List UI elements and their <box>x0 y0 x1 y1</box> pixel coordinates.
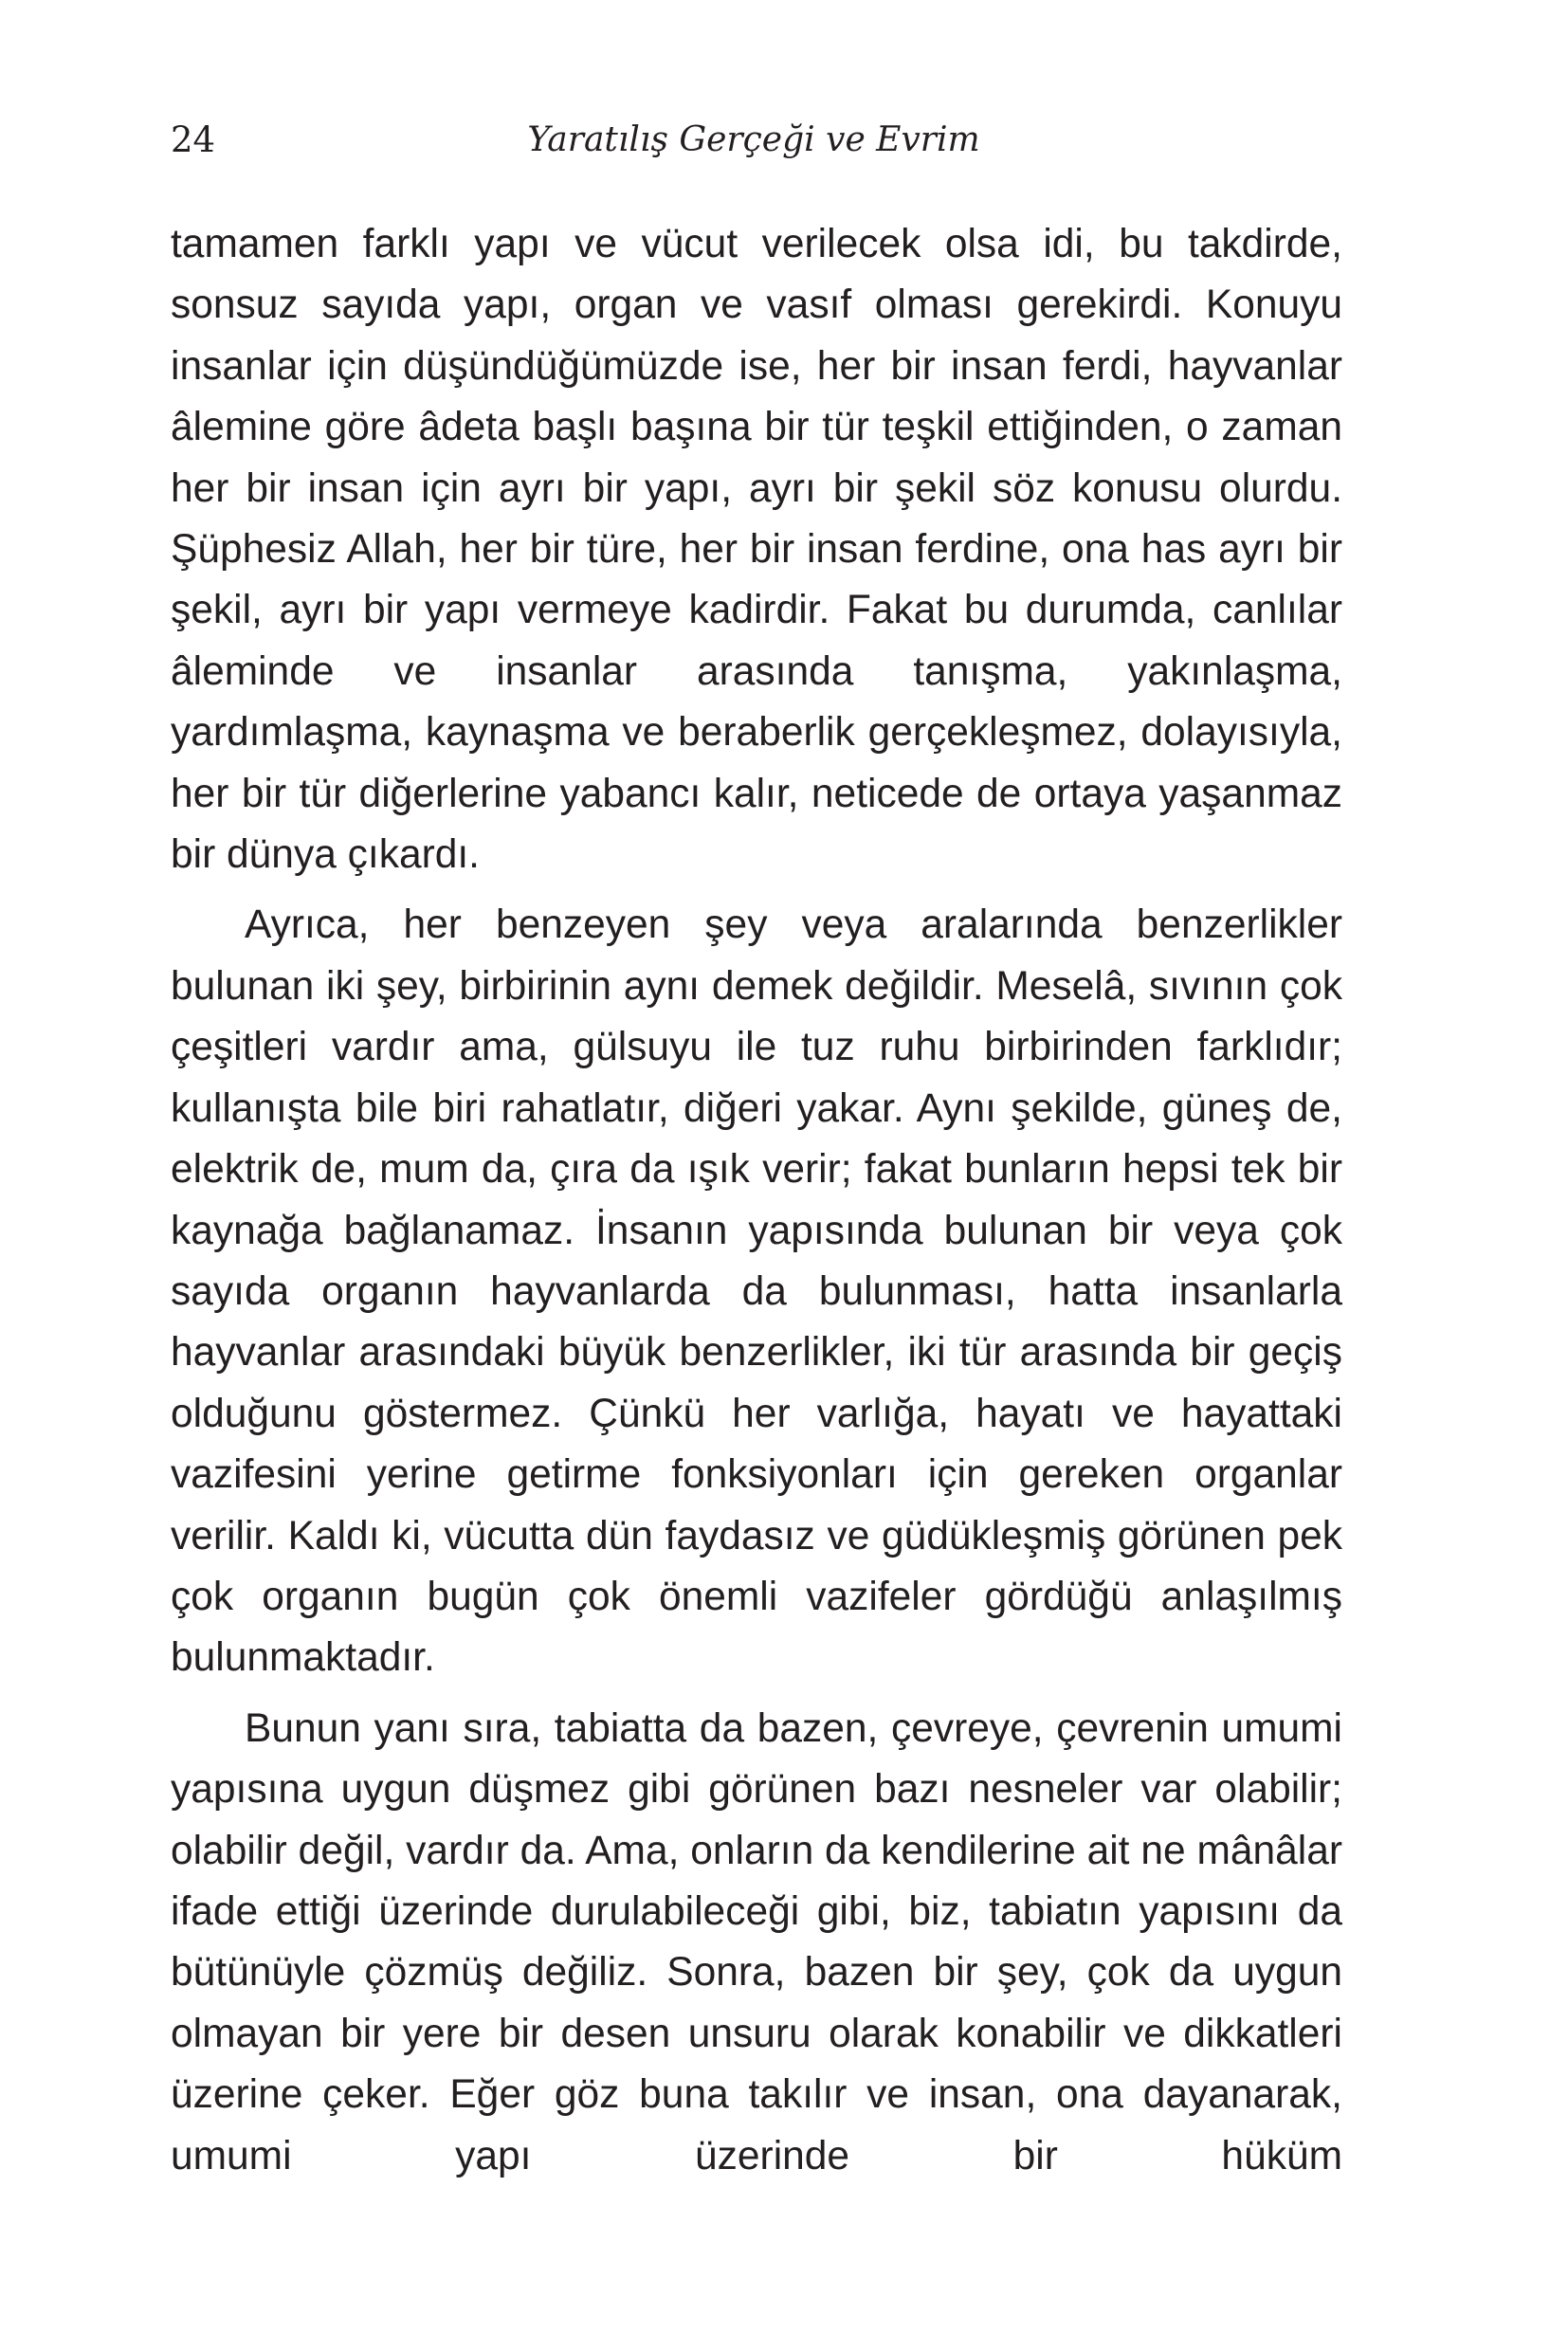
paragraph-2: Ayrıca, her benzeyen şey veya aralarında benzerlikler bulunan iki şey, birbirinin aynı demek değildir. Meselâ, sıvının çok çeşitleri vardır ama, gülsuyu ile tuz ruhu birbirinden farklıdır; kullanışta bile biri rahatlatır, diğeri yakar. Aynı şekilde, güneş de, elektrik de, mum da, çıra da ışık verir; fakat bunların hepsi tek bir kaynağa bağlanamaz. İnsanın yapısında bulunan bir veya çok sayıda organın hayvanlarda da bulunması, hatta insanlarla hayvanlar arasındaki büyük benzerlikler, iki tür arasında bir geçiş olduğunu göstermez. Çünkü her varlığa, hayatı ve hayattaki vazifesini yerine getirme fonksiyonları için gereken organlar verilir. Kaldı ki, vücutta dün faydasız ve güdükleşmiş görünen pek çok organın bugün çok önemli vazifeler gördüğü anlaşılmış bulunmaktadır. <box>171 902 1342 1681</box>
page-number: 24 <box>171 119 216 160</box>
body-text <box>171 214 1342 2196</box>
paragraph-3: Bunun yanı sıra, tabiatta da bazen, çevreye, çevrenin umumi yapısına uygun düşmez gibi görünen bazı nesneler var olabilir; olabilir değil, vardır da. Ama, onların da kendilerine ait ne mânâlar ifade ettiği üzerinde durulabileceği gibi, biz, tabiatın yapısını da bütünüyle çözmüş değiliz. Sonra, bazen bir şey, çok da uygun olmayan bir yere bir desen unsuru olarak konabilir ve dikkatleri üzerine çeker. Eğer göz buna takılır ve insan, ona dayanarak, umumi yapı üzerinde bir hüküm <box>171 1705 1342 2178</box>
page-header <box>171 112 1337 169</box>
paragraph-1: tamamen farklı yapı ve vücut verilecek olsa idi, bu takdirde, sonsuz sayıda yapı, organ ve vasıf olması gerekirdi. Konuyu insanlar için düşündüğümüzde ise, her bir insan ferdi, hayvanlar âlemine göre âdeta başlı başına bir tür teşkil ettiğinden, o zaman her bir insan için ayrı bir yapı, ayrı bir şekil söz konusu olurdu. Şüphesiz Allah, her bir türe, her bir insan ferdine, ona has ayrı bir şekil, ayrı bir yapı vermeye kadirdir. Fakat bu durumda, canlılar âleminde ve insanlar arasında tanışma, yakınlaşma, yardımlaşma, kaynaşma ve beraberlik gerçekleşmez, dolayısıyla, her bir tür diğerlerine yabancı kalır, neticede de ortaya yaşanmaz bir dünya çıkardı. <box>171 222 1342 878</box>
running-title: Yaratılış Gerçeği ve Evrim <box>527 120 980 159</box>
